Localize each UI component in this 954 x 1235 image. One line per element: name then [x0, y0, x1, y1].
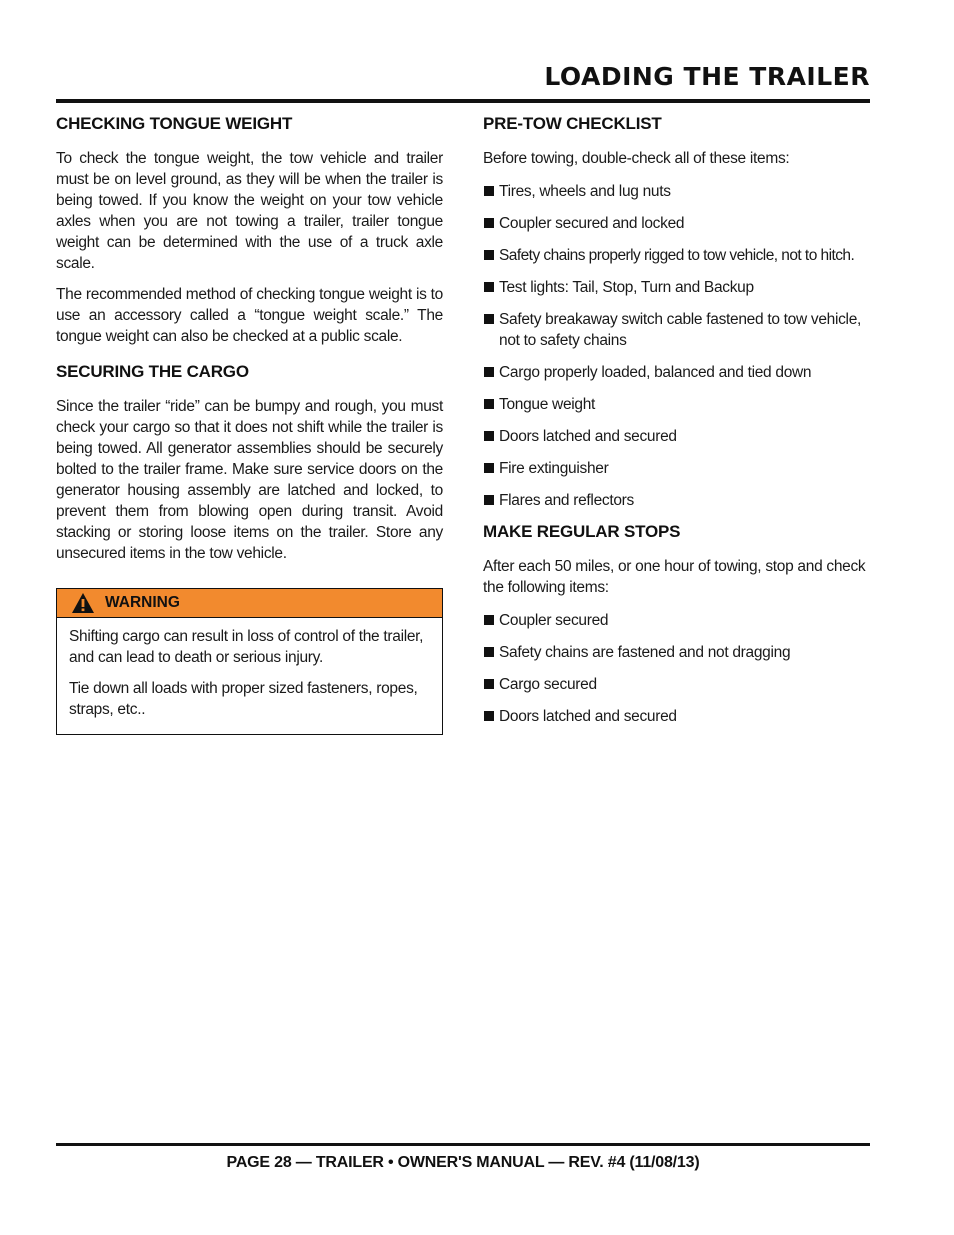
list-item: [483, 309, 873, 351]
section-checking-tongue-weight: [56, 114, 443, 347]
square-bullet-icon: [484, 647, 494, 657]
square-bullet-icon: [484, 186, 494, 196]
paragraph: Before towing, double-check all of these items:: [483, 150, 790, 167]
square-bullet-icon: [484, 463, 494, 473]
square-bullet-icon: [484, 367, 494, 377]
list-item-text: Safety chains are fastened and not dragging: [499, 644, 791, 661]
list-item-text: Coupler secured and locked: [499, 215, 685, 232]
warning-text: Tie down all loads with proper sized fasteners, ropes, straps, etc..: [69, 680, 418, 718]
section-heading: CHECKING TONGUE WEIGHT: [56, 114, 293, 133]
list-item-text: Safety breakaway switch cable fastened to tow vehicle, not to safety chains: [499, 311, 862, 349]
warning-text: Shifting cargo can result in loss of control of the trailer, and can lead to death or serious injury.: [69, 628, 424, 666]
list-item-text: Safety chains properly rigged to tow vehicle, not to hitch.: [499, 247, 855, 264]
left-column: [56, 114, 443, 735]
square-bullet-icon: [484, 495, 494, 505]
list-item-text: Tongue weight: [499, 396, 596, 413]
list-item: [483, 458, 873, 479]
square-bullet-icon: [484, 399, 494, 409]
list-item: [483, 181, 873, 202]
warning-triangle-icon: [71, 592, 95, 614]
section-pre-tow-checklist: [483, 114, 873, 511]
header-divider: [56, 99, 870, 103]
list-item: [483, 706, 873, 727]
section-make-regular-stops: [483, 522, 873, 727]
list-item-text: Doors latched and secured: [499, 428, 677, 445]
list-item: [483, 394, 873, 415]
square-bullet-icon: [484, 250, 494, 260]
paragraph: To check the tongue weight, the tow vehicle and trailer must be on level ground, as they will be when the trailer is being towed. If you know the weight on your tow vehicle axles when you are not towing a trailer, trailer tongue weight can be determined with the use of a truck axle scale.: [56, 150, 443, 272]
list-item-text: Tires, wheels and lug nuts: [499, 183, 671, 200]
list-item: [483, 642, 873, 663]
list-item: [483, 362, 873, 383]
square-bullet-icon: [484, 282, 494, 292]
list-item-text: Coupler secured: [499, 612, 609, 629]
list-item: [483, 490, 873, 511]
list-item: [483, 277, 873, 298]
warning-box: [56, 588, 443, 735]
paragraph: The recommended method of checking tongue weight is to use an accessory called a “tongue weight scale.” The tongue weight can also be checked at a public scale.: [56, 286, 443, 345]
list-item: [483, 245, 873, 266]
list-item-text: Cargo secured: [499, 676, 597, 693]
list-item-text: Doors latched and secured: [499, 708, 677, 725]
square-bullet-icon: [484, 314, 494, 324]
regular-stops-checklist: [483, 610, 873, 727]
warning-header: [57, 589, 442, 618]
paragraph: Since the trailer “ride” can be bumpy and rough, you must check your cargo so that it does not shift while the trailer is being towed. All generator assemblies should be securely bolted to the trailer frame. Make sure service doors on the generator housing assembly are latched and locked, to prevent them from blowing open during transit. Avoid stacking or storing loose items on the trailer. Store any unsecured items in the tow vehicle.: [56, 398, 443, 562]
list-item-text: Cargo properly loaded, balanced and tied down: [499, 364, 812, 381]
list-item-text: Fire extinguisher: [499, 460, 609, 477]
section-heading: SECURING THE CARGO: [56, 362, 249, 381]
list-item: [483, 213, 873, 234]
footer-divider: [56, 1143, 870, 1146]
warning-label: WARNING: [105, 594, 180, 611]
square-bullet-icon: [484, 218, 494, 228]
page-title: LOADING THE TRAILER: [544, 62, 870, 91]
square-bullet-icon: [484, 711, 494, 721]
pre-tow-checklist: [483, 181, 873, 511]
section-heading: PRE-TOW CHECKLIST: [483, 114, 662, 133]
list-item-text: Flares and reflectors: [499, 492, 634, 509]
square-bullet-icon: [484, 615, 494, 625]
list-item: [483, 610, 873, 631]
warning-body: [57, 618, 442, 734]
list-item: [483, 426, 873, 447]
section-heading: MAKE REGULAR STOPS: [483, 522, 681, 541]
list-item-text: Test lights: Tail, Stop, Turn and Backup: [499, 279, 754, 296]
paragraph: After each 50 miles, or one hour of towing, stop and check the following items:: [483, 558, 866, 596]
list-item: [483, 674, 873, 695]
right-column: [483, 114, 873, 738]
page-footer: PAGE 28 — TRAILER • OWNER'S MANUAL — REV. #4 (11/08/13): [226, 1154, 700, 1171]
square-bullet-icon: [484, 431, 494, 441]
section-securing-the-cargo: [56, 362, 443, 564]
square-bullet-icon: [484, 679, 494, 689]
